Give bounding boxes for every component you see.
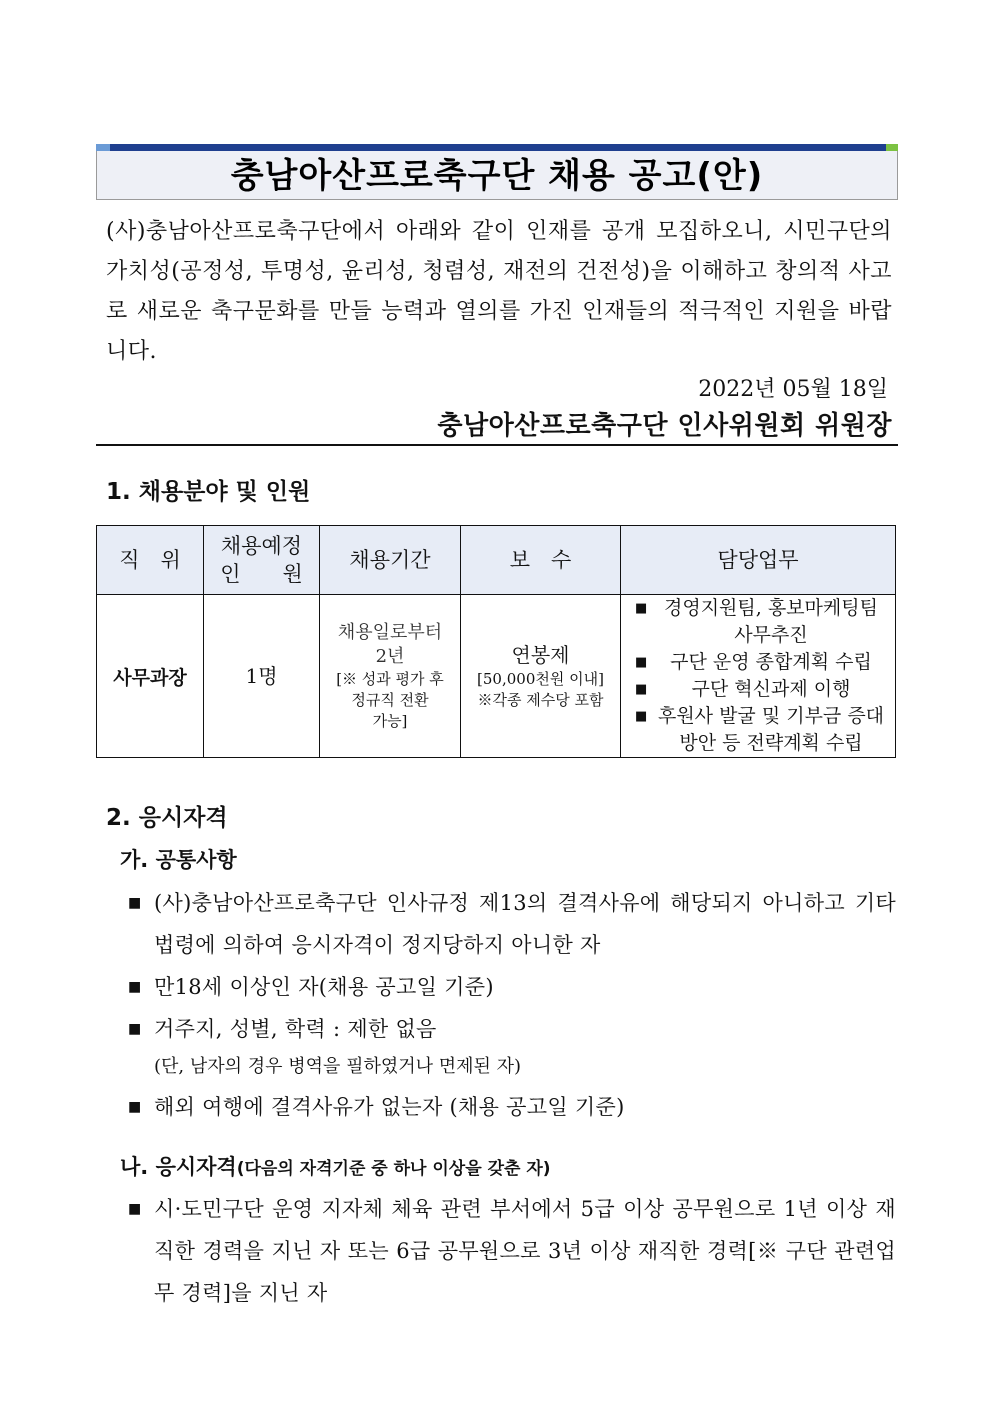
subsection-b-title: 나. 응시자격 <box>120 1155 237 1179</box>
duty-item: ■ 구단 운영 종합계획 수립 <box>635 649 889 676</box>
table-row <box>97 595 896 758</box>
cell-position: 사무과장 <box>97 595 204 758</box>
list-item: ■ 만18세 이상인 자(채용 공고일 기준) <box>128 966 896 1008</box>
duty-item: ■ 경영지원팀, 홍보마케팅팀 사무추진 <box>635 595 889 649</box>
header-duties: 담당업무 <box>621 526 896 595</box>
duty-item: ■ 후원사 발굴 및 기부금 증대 방안 등 전략계획 수립 <box>635 703 889 757</box>
cell-pay <box>461 595 621 758</box>
period-note1: [※ 성과 평가 후 <box>336 669 444 688</box>
subsection-b-note: (다음의 자격기준 중 하나 이상을 갖춘 자) <box>236 1159 551 1179</box>
list-item: ■ 시·도민구단 운영 지자체 체육 관련 부서에서 5급 이상 공무원으로 1년 이상 재직한 경력을 지닌 자 또는 6급 공무원으로 3년 이상 재직한 경력[※ 구단 관련업무 경력]을 지닌 자 <box>128 1188 896 1314</box>
period-note3: 가능] <box>372 711 408 730</box>
header-count <box>204 526 320 595</box>
header-position: 직 위 <box>97 526 204 595</box>
signer: 충남아산프로축구단 인사위원회 위원장 <box>437 411 892 441</box>
header-pay: 보 수 <box>461 526 621 595</box>
announcement-date: 2022년 05월 18일 <box>698 377 888 402</box>
period-line2: 2년 <box>375 645 405 667</box>
pay-main: 연봉제 <box>511 643 570 667</box>
list-item: ■ 거주지, 성별, 학력 : 제한 없음 <box>128 1008 896 1050</box>
pay-note1: [50,000천원 이내] <box>477 670 604 688</box>
military-note: (단, 남자의 경우 병역을 필하였거나 면제된 자) <box>154 1056 522 1077</box>
header-count-line1: 채용예정 <box>220 534 303 558</box>
list-item: ■ 해외 여행에 결격사유가 없는자 (채용 공고일 기준) <box>128 1086 896 1128</box>
subsection-b-heading <box>120 1152 551 1184</box>
cell-period <box>320 595 461 758</box>
list-item: ■ (사)충남아산프로축구단 인사규정 제13의 결격사유에 해당되지 아니하고 기타 법령에 의하여 응시자격이 정지당하지 아니한 자 <box>128 882 896 966</box>
cell-duties <box>621 595 896 758</box>
duty-item: ■ 구단 혁신과제 이행 <box>635 676 889 703</box>
table-header-row <box>97 526 896 595</box>
title-accent-bar <box>96 144 898 151</box>
header-period: 채용기간 <box>320 526 461 595</box>
period-line1: 채용일로부터 <box>337 621 443 643</box>
cell-count: 1명 <box>204 595 320 758</box>
pay-note2: ※각종 제수당 포함 <box>477 691 604 709</box>
header-count-line2: 인 원 <box>220 562 303 586</box>
section-2-heading: 2. 응시자격 <box>106 805 228 831</box>
page-title: 충남아산프로축구단 채용 공고(안) <box>230 156 764 196</box>
section-1-heading: 1. 채용분야 및 인원 <box>106 479 311 505</box>
period-note2: 정규직 전환 <box>351 690 429 709</box>
recruitment-table <box>96 525 896 758</box>
intro-paragraph: (사)충남아산프로축구단에서 아래와 같이 인재를 공개 모집하오니, 시민구단의 가치성(공정성, 투명성, 윤리성, 청렴성, 재전의 건전성)을 이해하고 창의적 사고로 새로운 축구문화를 만들 능력과 열의를 가진 인재들의 적극적인 지원을 바랍니다. <box>106 219 892 364</box>
subsection-a-heading: 가. 공통사항 <box>120 848 237 872</box>
divider <box>96 444 898 446</box>
